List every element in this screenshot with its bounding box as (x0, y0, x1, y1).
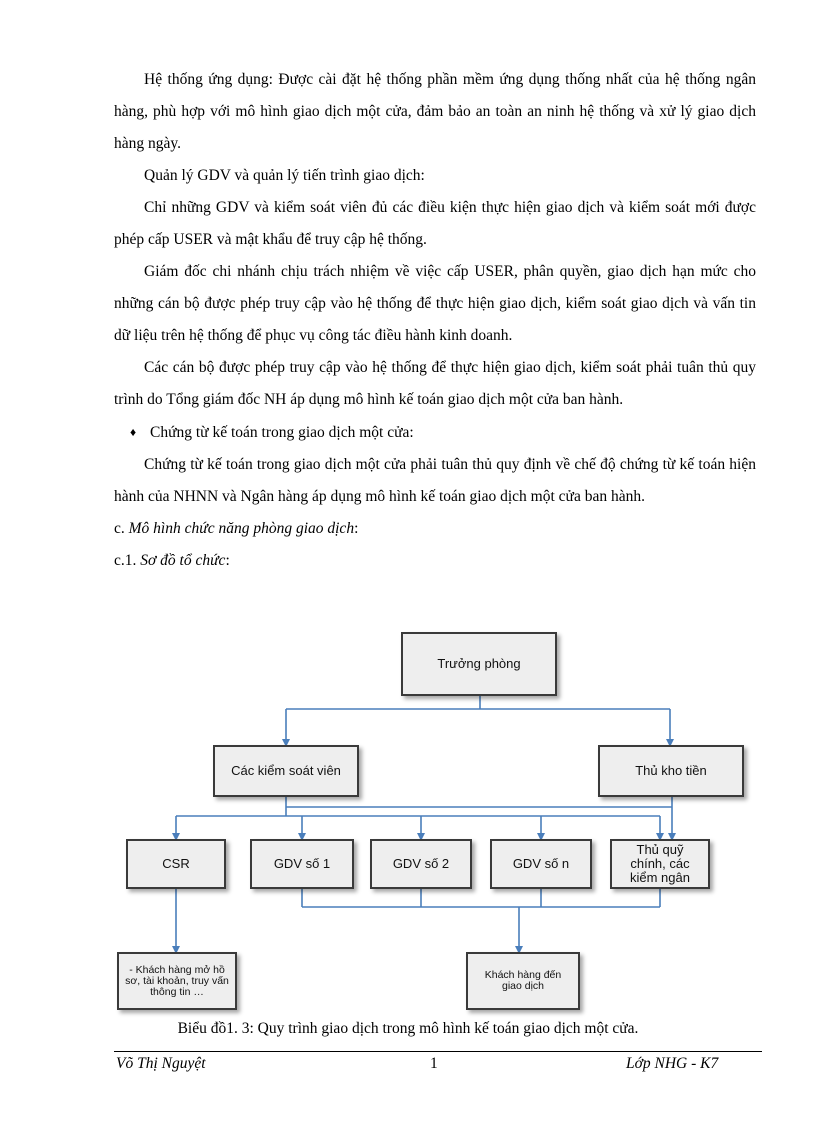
node-label: Trưởng phòng (437, 656, 521, 671)
heading-c1-prefix: c.1. (114, 552, 141, 569)
node-gdv-n (490, 839, 592, 889)
node-truong-phong (401, 632, 557, 696)
heading-c-suffix: : (354, 520, 359, 537)
paragraph-staff-compliance: Các cán bộ được phép truy cập vào hệ thống để thực hiện giao dịch, kiểm soát phải tuân thủ quy trình do Tổng giám đốc NH áp dụng mô hình kế toán giao dịch một cửa ban hành. (114, 359, 756, 408)
heading-c-prefix: c. (114, 520, 129, 537)
heading-c-title: Mô hình chức năng phòng giao dịch (128, 520, 355, 537)
footer-divider (114, 1051, 762, 1052)
footer-author: Võ Thị Nguyệt (116, 1055, 206, 1072)
bullet-text: Chứng từ kế toán trong giao dịch một cửa: (150, 424, 414, 441)
node-label: CSR (162, 856, 190, 871)
node-khach-hang-ho-so (117, 952, 237, 1010)
node-label: GDV số 1 (273, 856, 331, 871)
node-thu-quy (610, 839, 710, 889)
heading-c1-title: Sơ đồ tổ chức (140, 552, 226, 569)
footer-class: Lớp NHG - K7 (626, 1055, 719, 1072)
node-label: Các kiểm soát viên (231, 763, 341, 778)
node-kiem-soat-vien (213, 745, 359, 797)
node-gdv-1 (250, 839, 354, 889)
heading-c1 (114, 545, 756, 577)
node-label: Khách hàng đến giao dịch (484, 969, 562, 992)
node-label: Thủ kho tiền (635, 763, 707, 778)
node-label: GDV số n (512, 856, 570, 871)
bullet-accounting-documents (114, 416, 756, 449)
node-thu-kho-tien (598, 745, 744, 797)
node-khach-hang-den (466, 952, 580, 1010)
heading-c1-suffix: : (225, 552, 230, 569)
node-csr (126, 839, 226, 889)
paragraph-gdv-management: Quản lý GDV và quản lý tiến trình giao dịch: (144, 167, 425, 184)
node-gdv-2 (370, 839, 472, 889)
paragraph-application-system: Hệ thống ứng dụng: Được cài đặt hệ thống phần mềm ứng dụng thống nhất của hệ thống ngân hàng, phù hợp với mô hình giao dịch một cửa, đảm bảo an toàn an ninh hệ thống và xử lý giao dịch hàng ngày. (114, 71, 756, 152)
figure-caption: Biểu đồ1. 3: Quy trình giao dịch trong mô hình kế toán giao dịch một cửa. (177, 1020, 639, 1037)
body-text (114, 64, 756, 577)
node-label: - Khách hàng mở hồ sơ, tài khoản, truy vấn thông tin … (125, 963, 229, 998)
paragraph-document-rules: Chứng từ kế toán trong giao dịch một cửa phải tuân thủ quy định về chế độ chứng từ kế toán hiện hành của NHNN và Ngân hàng áp dụng mô hình kế toán giao dịch một cửa ban hành. (114, 456, 756, 505)
paragraph-director-responsibility: Giám đốc chi nhánh chịu trách nhiệm về việc cấp USER, phân quyền, giao dịch hạn mức cho những cán bộ được phép truy cập vào hệ thống để thực hiện giao dịch, kiểm soát giao dịch và vấn tin dữ liệu trên hệ thống để phục vụ công tác điều hành kinh doanh. (114, 263, 756, 344)
heading-c (114, 513, 756, 545)
node-label: Thủ quỹ chính, các kiểm ngân (630, 842, 690, 885)
paragraph-user-access: Chỉ những GDV và kiểm soát viên đủ các điều kiện thực hiện giao dịch và kiểm soát mới được phép cấp USER và mật khẩu để truy cập hệ thống. (114, 199, 756, 248)
node-label: GDV số 2 (392, 856, 450, 871)
diamond-bullet-icon: ♦ (130, 425, 137, 439)
footer-page-number: 1 (430, 1055, 438, 1072)
